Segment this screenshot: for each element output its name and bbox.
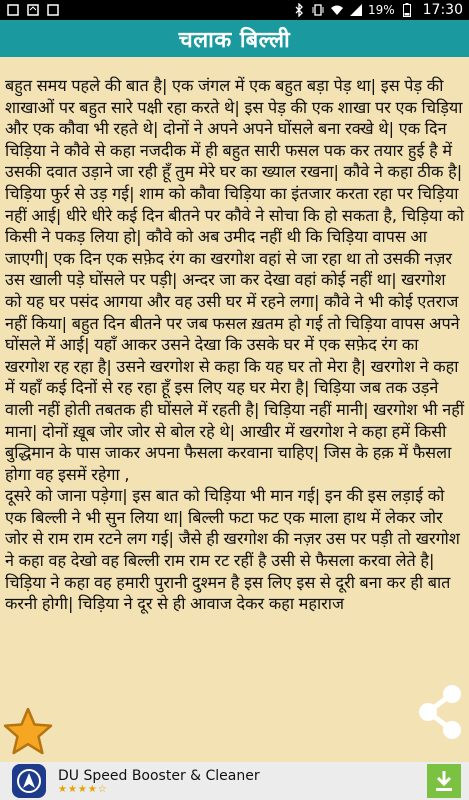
speed-booster-logo-icon — [16, 768, 42, 794]
app-header — [0, 20, 469, 57]
ad-download-button[interactable] — [427, 764, 461, 798]
notification-app-icon — [26, 3, 40, 17]
favorite-star-icon — [0, 706, 56, 758]
bluetooth-icon — [292, 3, 306, 17]
battery-percent: 19% — [367, 3, 395, 17]
notification-app-icon — [6, 3, 20, 17]
vibrate-icon — [311, 3, 325, 17]
story-body — [5, 75, 465, 615]
wifi-icon — [330, 3, 344, 17]
story-scroll-area[interactable] — [0, 57, 469, 762]
story-paragraph: बहुत समय पहले की बात है| एक जंगल में एक बहुत बड़ा पेड़ था| इस पेड़ की शाखाओं पर बहुत सारे पक्षी रहा करते थे| इस पेड़ की एक शाखा पर एक चिड़िया और एक कौवा भी रहते थे| दोनों ने अपने अपने घोंसले बना रक्खे थे| एक दिन चिड़िया ने कौवे से कहा नजदीक में ही बहुत सारी फसल पक कर तयार हुई है में उसकी दवात उड़ाने जा रही हूँ तुम मेरे घर का ख्याल रखना| कौवे ने कहा ठीक है| चिड़िया फुर्र से उड़ गई| शाम को कौवा चिड़िया का इंतजार करता रहा पर चिड़िया नहीं आई| धीरे धीरे कई दिन बीतने पर कौवे ने सोचा कि हो सकता है, चिड़िया को किसी ने पकड़ लिया हो| कौवे को अब उमीद नहीं थी कि चिड़िया वापस आ जाएगी| एक दिन एक सफ़ेद रंग का खरगोश वहां से जा रहा था तो उसकी नज़र उस खाली पड़े घोंसले पर पड़ी| अन्दर जा कर देखा वहां कोई नहीं था| खरगोश को यह घर पसंद आगया और वह उसी घर में रहने लगा| कौवे ने भी कोई एतराज नहीं किया| बहुत दिन बीतने पर जब फसल ख़तम हो गई तो चिड़िया वापस अपने घोंसले में आई| यहाँ आकर उसने देखा कि उसके घर में एक सफ़ेद रंग का खरगोश रह रहा है| उसने खरगोश से कहा कि यह घर तो मेरा है| खरगोश ने कहा में यहाँ कई दिनों से रह रहा हूँ इस लिए यह घर मेरा है| चिड़िया जब तक उड़ने वाली नहीं होती तबतक ही घोंसले में रहती है| चिड़िया नहीं मानी| खरगोश भी नहीं माना| दोनों ख़ूब जोर जोर से बोल रहे थे| आखीर में खरगोश ने कहा हमें किसी बुद्धिमान के पास जाकर अपना फैसला करवाना चाहिए| जिस के हक़ में फैसला होगा वह इसमें रहेगा , — [5, 76, 465, 484]
ad-banner[interactable] — [0, 762, 469, 800]
share-icon — [414, 682, 468, 742]
notification-app-icon — [46, 3, 60, 17]
status-time: 17:30 — [422, 2, 463, 18]
download-icon — [434, 770, 454, 792]
ad-app-logo — [12, 764, 46, 798]
page-title: चलाक बिल्ली — [178, 27, 291, 53]
notification-icons — [0, 3, 60, 17]
signal-icon — [349, 3, 363, 17]
story-paragraph: दूसरे को जाना पड़ेगा| इस बात को चिड़िया भी मान गई| इन की इस लड़ाई को एक बिल्ली ने भी सुन लिया था| बिल्ली फटा फट एक माला हाथ में लेकर जोर जोर से राम राम रटने लग गई| जैसे ही खरगोश की नज़र उस पर पड़ी तो खरगोश ने कहा वह देखो वह बिल्ली राम राम रट रहीं है उसी से फैसला करवा लेते है| चिड़िया ने कहा वह हमारी पुरानी दुश्मन है इस लिए इस से दूरी बना कर ही बात करनी होगी| चिड़िया ने दूर से ही आवाज देकर कहा महाराज — [5, 486, 460, 614]
share-button[interactable] — [414, 682, 468, 742]
status-bar — [0, 0, 469, 20]
ad-rating-stars: ★★★★☆ — [58, 783, 108, 795]
favorite-button[interactable] — [0, 706, 56, 758]
ad-title: DU Speed Booster & Cleaner — [58, 767, 260, 784]
battery-icon — [400, 3, 414, 17]
